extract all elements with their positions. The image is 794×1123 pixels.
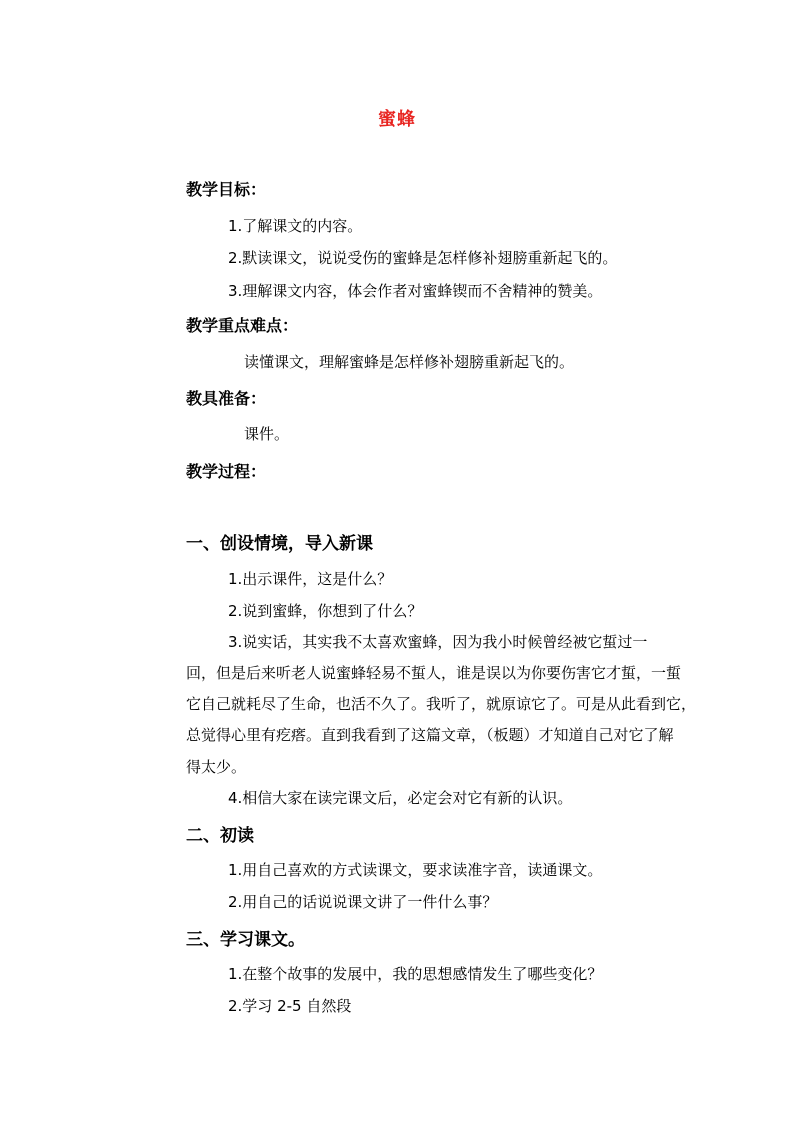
section-2-heading: 二、初读 — [186, 826, 254, 846]
section-1-paragraph-line: 3.说实话，其实我不太喜欢蜜蜂，因为我小时候曾经被它蜇过一 — [228, 633, 648, 651]
section-1-paragraph-line: 总觉得心里有疙瘩。直到我看到了这篇文章，（板题）才知道自己对它了解 — [186, 726, 674, 744]
section-3-item: 2.学习 2-5 自然段 — [228, 997, 352, 1015]
section-2-item: 2.用自己的话说说课文讲了一件什么事？ — [228, 893, 498, 911]
objective-item: 1.了解课文的内容。 — [228, 217, 363, 235]
key-points-text: 读懂课文，理解蜜蜂是怎样修补翅膀重新起飞的。 — [244, 353, 575, 371]
process-heading: 教学过程： — [186, 462, 267, 481]
section-1-item: 4.相信大家在读完课文后，必定会对它有新的认识。 — [228, 789, 573, 807]
section-1-item: 2.说到蜜蜂，你想到了什么？ — [228, 602, 423, 620]
tools-text: 课件。 — [244, 425, 290, 443]
section-3-item: 1.在整个故事的发展中，我的思想感情发生了哪些变化？ — [228, 965, 603, 983]
section-1-paragraph-line: 得太少。 — [186, 758, 247, 776]
objective-item: 3.理解课文内容，体会作者对蜜蜂锲而不舍精神的赞美。 — [228, 282, 603, 300]
section-1-item: 1.出示课件，这是什么？ — [228, 570, 393, 588]
section-1-paragraph-line: 它自己就耗尽了生命，也活不久了。我听了，就原谅它了。可是从此看到它， — [186, 695, 697, 713]
objectives-heading: 教学目标： — [186, 180, 267, 199]
objective-item: 2.默读课文，说说受伤的蜜蜂是怎样修补翅膀重新起飞的。 — [228, 249, 618, 267]
section-1-paragraph-line: 回，但是后来听老人说蜜蜂轻易不蜇人，谁是误以为你要伤害它才蜇，一蜇 — [186, 664, 682, 682]
tools-heading: 教具准备： — [186, 389, 267, 408]
key-points-heading: 教学重点难点： — [186, 316, 299, 335]
section-1-heading: 一、创设情境，导入新课 — [186, 534, 373, 554]
section-3-heading: 三、学习课文。 — [186, 930, 305, 950]
section-2-item: 1.用自己喜欢的方式读课文，要求读准字音，读通课文。 — [228, 861, 603, 879]
document-title: 蜜蜂 — [378, 109, 416, 130]
